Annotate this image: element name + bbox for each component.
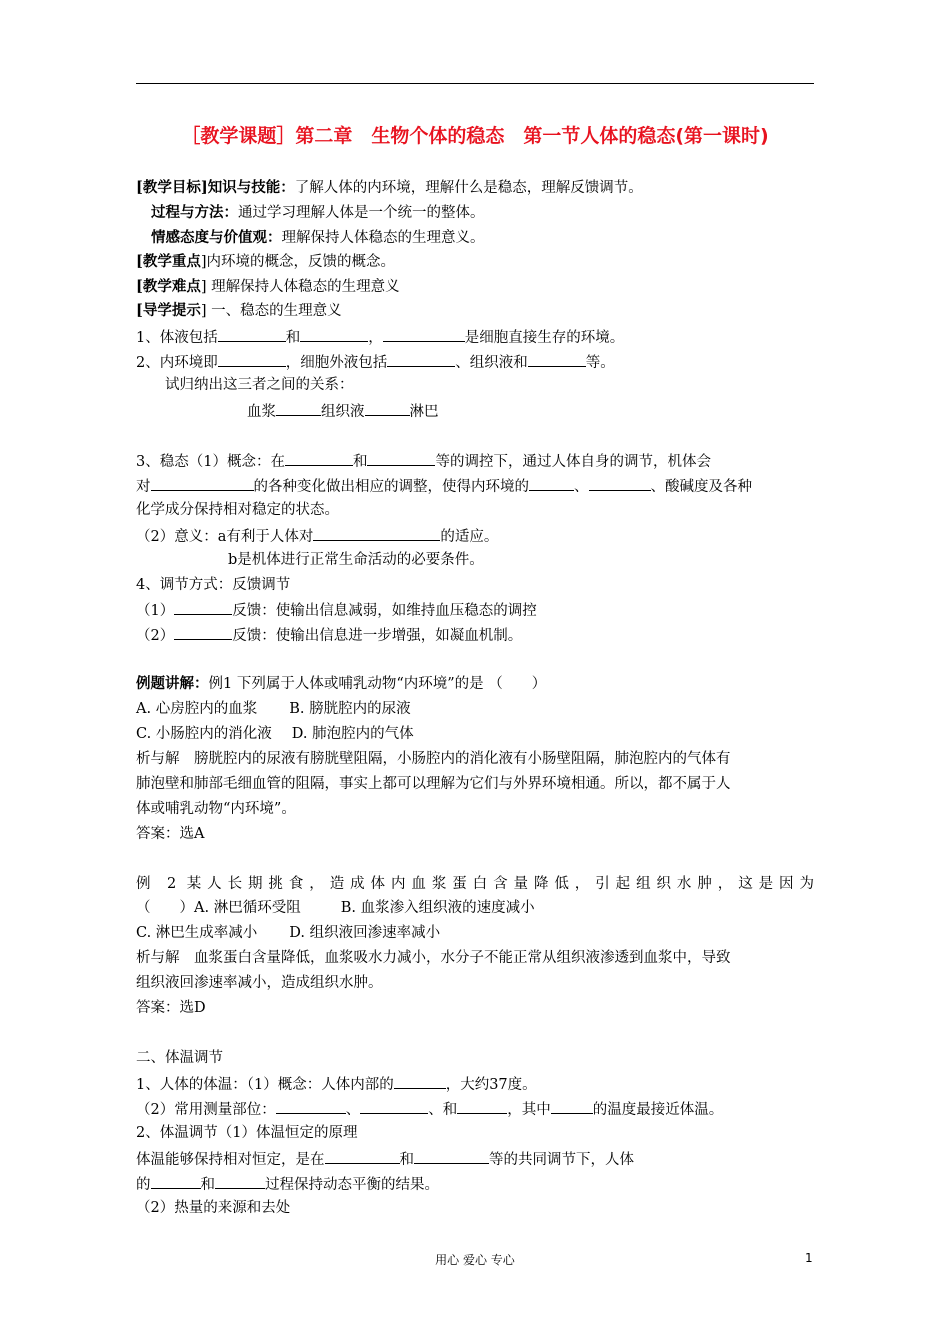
blank xyxy=(276,400,321,416)
relation-line: 血浆 组织液 淋巴 xyxy=(247,400,439,422)
blank xyxy=(387,351,455,367)
question-3-meaning-a: （2）意义：a有利于人体对 的适应。 xyxy=(136,525,498,547)
example-1-analysis-3: 体或哺乳动物“内环境”。 xyxy=(136,801,296,817)
question-1: 1、体液包括 和 ， 是细胞直接生存的环境。 xyxy=(136,326,624,348)
example-1-analysis-2: 肺泡壁和肺部毛细血管的阻隔，事实上都可以理解为它们与外界环境相通。所以，都不属于人 xyxy=(136,776,731,792)
process-line: 过程与方法：通过学习理解人体是一个统一的整体。 xyxy=(151,204,485,221)
blank xyxy=(300,326,368,342)
blank xyxy=(276,1098,346,1114)
footer-text: 用心 爱心 专心 xyxy=(435,1253,515,1267)
example-2-analysis-1: 析与解 血浆蛋白含量降低，血浆吸水力减小，水分子不能正常从组织液渗透到血浆中，导致 xyxy=(136,950,731,966)
temperature-line-4: 体温能够保持相对恒定，是在 和 等的共同调节下，人体 xyxy=(136,1148,634,1170)
example-2-answer: 答案：选D xyxy=(136,1000,206,1016)
blank xyxy=(325,1148,400,1164)
page-number: 1 xyxy=(805,1251,813,1265)
blank xyxy=(218,351,286,367)
question-3-line-2: 对 的各种变化做出相应的调整，使得内环境的 、 、酸碱度及各种 xyxy=(136,475,752,497)
blank xyxy=(589,475,651,491)
positive-feedback-line: （2） 反馈：使输出信息进一步增强，如凝血机制。 xyxy=(136,624,522,646)
objectives-line: [教学目标]知识与技能：了解人体的内环境，理解什么是稳态，理解反馈调节。 xyxy=(136,179,643,196)
example-2-options-ab: （ ）A. 淋巴循环受阻 B. 血浆渗入组织液的速度减小 xyxy=(136,900,535,916)
blank xyxy=(151,475,254,491)
blank xyxy=(528,351,586,367)
blank xyxy=(414,1148,489,1164)
emotion-line: 情感态度与价值观：理解保持人体稳态的生理意义。 xyxy=(151,229,485,246)
temperature-line-6: （2）热量的来源和去处 xyxy=(136,1200,291,1216)
question-2-note: 试归纳出这三者之间的关系： xyxy=(165,377,354,393)
blank xyxy=(218,326,286,342)
temperature-line-5: 的 和 过程保持动态平衡的结果。 xyxy=(136,1173,439,1195)
blank xyxy=(367,450,435,466)
blank xyxy=(457,1098,507,1114)
temperature-line-3: 2、体温调节（1）体温恒定的原理 xyxy=(136,1125,358,1141)
example-2-options-cd: C. 淋巴生成率减小 D. 组织液回渗速率减小 xyxy=(136,925,441,941)
temperature-line-2: （2）常用测量部位： 、 、和 ，其中 的温度最接近体温。 xyxy=(136,1098,723,1120)
guide-line: [导学提示] 一、稳态的生理意义 xyxy=(136,302,342,319)
question-4-title: 4、调节方式：反馈调节 xyxy=(136,577,291,593)
example-1-options-ab: A. 心房腔内的血浆 B. 膀胱腔内的尿液 xyxy=(136,701,411,717)
negative-feedback-line: （1） 反馈：使输出信息减弱，如维持血压稳态的调控 xyxy=(136,599,537,621)
example-1-question: 例题讲解：例1 下列属于人体或哺乳动物“内环境”的是 （ ） xyxy=(136,675,547,692)
blank xyxy=(285,450,353,466)
example-2-analysis-2: 组织液回渗速率减小，造成组织水肿。 xyxy=(136,975,383,991)
blank xyxy=(151,1173,201,1189)
blank xyxy=(360,1098,428,1114)
blank xyxy=(394,1073,446,1089)
question-3-line-1: 3、稳态（1）概念：在 和 等的调控下，通过人体自身的调节，机体会 xyxy=(136,450,711,472)
blank xyxy=(313,525,440,541)
objectives-label: [教学目标]知识与技能： xyxy=(136,179,295,196)
blank xyxy=(365,400,410,416)
key-points-line: [教学重点]内环境的概念，反馈的概念。 xyxy=(136,253,396,270)
blank xyxy=(551,1098,593,1114)
example-1-options-cd: C. 小肠腔内的消化液 D. 肺泡腔内的气体 xyxy=(136,726,414,742)
blank xyxy=(174,599,232,615)
lesson-title: ［教学课题］第二章 生物个体的稳态 第一节人体的稳态(第一课时) xyxy=(181,125,769,147)
example-1-analysis-1: 析与解 膀胱腔内的尿液有膀胱壁阻隔，小肠腔内的消化液有小肠壁阻隔，肺泡腔内的气体有 xyxy=(136,751,731,767)
blank xyxy=(174,624,232,640)
question-3-line-3: 化学成分保持相对稳定的状态。 xyxy=(136,502,339,518)
question-3-meaning-b: b是机体进行正常生命活动的必要条件。 xyxy=(228,552,484,568)
temperature-line-1: 1、人体的体温：（1）概念：人体内部的 ，大约37度。 xyxy=(136,1073,537,1095)
blank xyxy=(529,475,574,491)
example-1-answer: 答案：选A xyxy=(136,826,205,842)
difficulties-line: [教学难点] 理解保持人体稳态的生理意义 xyxy=(136,278,400,295)
question-2: 2、内环境即 ，细胞外液包括 、组织液和 等。 xyxy=(136,351,615,373)
example-2-question: 例 2 某人长期挑食，造成体内血浆蛋白含量降低，引起组织水肿，这是因为 xyxy=(136,876,814,892)
blank xyxy=(383,326,465,342)
part-2-title: 二、体温调节 xyxy=(136,1050,223,1066)
header-rule xyxy=(136,83,814,84)
blank xyxy=(215,1173,265,1189)
